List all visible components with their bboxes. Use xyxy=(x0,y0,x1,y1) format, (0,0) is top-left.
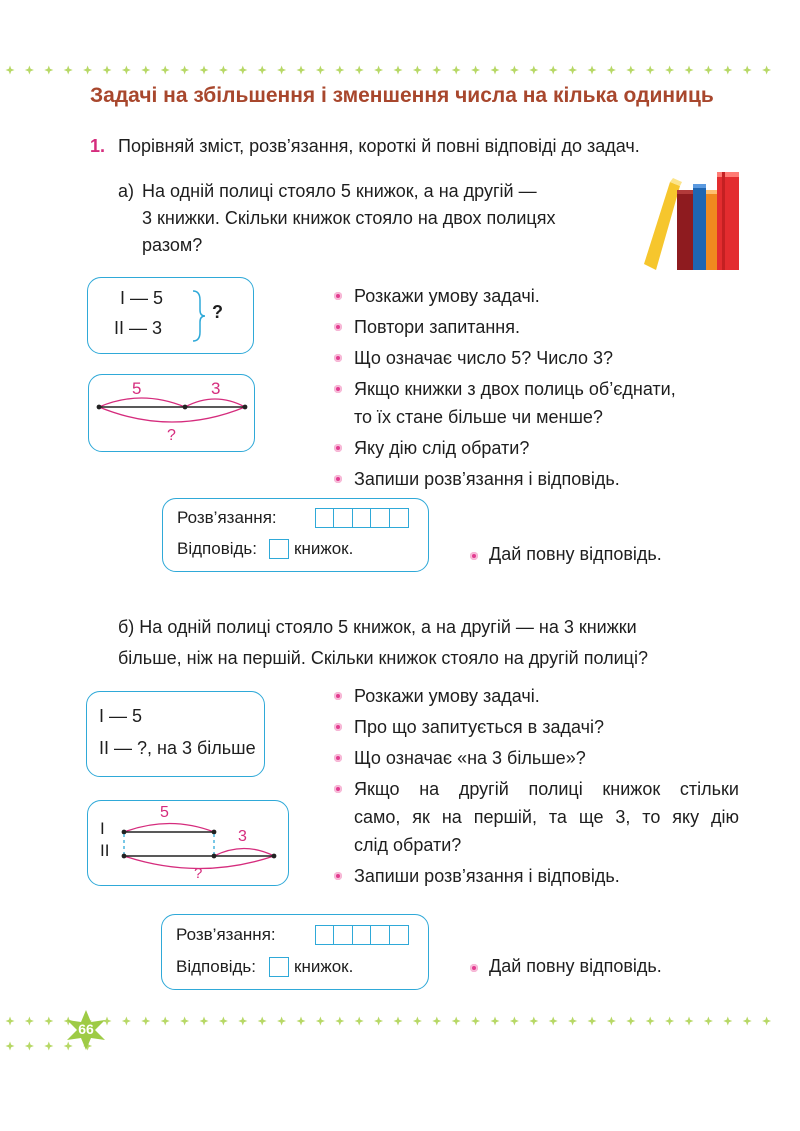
part-a-line-3: разом? xyxy=(142,235,203,255)
part-b-answer-cell[interactable] xyxy=(269,957,289,977)
star-icon xyxy=(704,66,713,75)
part-b-bullet-1: Розкажи умову задачі. xyxy=(333,682,739,710)
part-b-bullet-4-cont-1: само, як на першій, та ще 3, то яку дію xyxy=(354,807,739,827)
star-icon xyxy=(219,66,228,75)
part-a-full-answer-text: Дай повну відповідь. xyxy=(470,544,662,565)
part-b-condition-box xyxy=(86,691,265,777)
star-icon xyxy=(568,66,577,75)
star-icon xyxy=(316,1017,325,1026)
star-icon xyxy=(743,66,752,75)
star-icon xyxy=(122,1017,131,1026)
part-a-solution-label: Розв’язання: xyxy=(177,508,277,527)
part-b-problem xyxy=(118,614,738,672)
page-title: Задачі на збільшення і зменшення числа на кілька одиниць xyxy=(90,84,714,107)
star-icon xyxy=(394,66,403,75)
part-a-answer-unit: книжок. xyxy=(294,539,354,558)
star-icon xyxy=(452,66,461,75)
star-icon xyxy=(25,1042,34,1051)
part-b-arc-5 xyxy=(124,824,214,833)
page-number-badge xyxy=(66,1010,106,1050)
star-icon xyxy=(588,1017,597,1026)
part-a-answer-label: Відповідь: xyxy=(177,539,258,558)
part-b-solution-label: Розв’язання: xyxy=(176,925,276,944)
part-a-condition-box xyxy=(87,277,254,354)
part-a-bullet-1: Розкажи умову задачі. xyxy=(333,282,739,310)
part-b-segment-diagram xyxy=(88,801,288,885)
star-icon xyxy=(25,1017,34,1026)
part-b-solution-cells[interactable] xyxy=(316,925,409,945)
star-icon xyxy=(141,1017,150,1026)
star-icon xyxy=(141,66,150,75)
page-number: 66 xyxy=(78,1021,94,1037)
star-icon xyxy=(83,66,92,75)
star-icon xyxy=(723,66,732,75)
part-a-label-3: 3 xyxy=(211,379,221,398)
part-b-line-1: б) На одній полиці стояло 5 книжок, а на другій — на 3 книжки xyxy=(118,617,637,637)
star-icon xyxy=(6,1017,15,1026)
star-icon xyxy=(723,1017,732,1026)
part-b-arc-3 xyxy=(214,849,274,857)
part-b-solution-box xyxy=(161,914,429,990)
star-icon xyxy=(316,66,325,75)
star-icon xyxy=(122,66,131,75)
star-icon xyxy=(161,66,170,75)
star-icon xyxy=(44,1017,53,1026)
part-b-line-2: більше, ніж на першій. Скільки книжок стояло на другій полиці? xyxy=(118,648,648,668)
part-a-bullet-4-cont: то їх стане більше чи менше? xyxy=(354,407,603,427)
star-icon xyxy=(646,1017,655,1026)
star-icon xyxy=(200,1017,209,1026)
star-icon xyxy=(704,1017,713,1026)
part-b-bullet-4: Якщо на другій полиці книжок стільки xyxy=(333,775,739,803)
brace-icon xyxy=(192,290,206,342)
part-a-bullet-2: Повтори запитання. xyxy=(333,313,739,341)
star-icon xyxy=(277,66,286,75)
part-a-bullet-4: Якщо книжки з двох полиць об’єднати, xyxy=(333,375,739,403)
star-icon xyxy=(626,66,635,75)
part-b-diag-row-2: II xyxy=(100,841,110,860)
part-a-label-total: ? xyxy=(167,427,176,444)
part-a-cond-row-1: I — 5 xyxy=(120,288,164,308)
part-a-line-2: 3 книжки. Скільки книжок стояло на двох полицях xyxy=(142,208,556,228)
part-b-bullet-3: Що означає «на 3 більше»? xyxy=(333,744,739,772)
star-icon xyxy=(180,66,189,75)
star-icon xyxy=(762,1017,771,1026)
part-b-cond-row-1: I — 5 xyxy=(99,706,143,726)
star-icon xyxy=(510,66,519,75)
star-icon xyxy=(665,66,674,75)
star-icon xyxy=(432,66,441,75)
star-border-top xyxy=(0,62,800,78)
star-icon xyxy=(277,1017,286,1026)
star-icon xyxy=(44,1042,53,1051)
part-a-label: а) xyxy=(118,181,135,201)
star-icon xyxy=(685,1017,694,1026)
star-icon xyxy=(529,1017,538,1026)
star-icon xyxy=(471,1017,480,1026)
part-b-diag-row-1: I xyxy=(100,819,105,838)
part-b-answer-label: Відповідь: xyxy=(176,957,257,976)
star-icon xyxy=(238,1017,247,1026)
part-a-bullet-3: Що означає число 5? Число 3? xyxy=(333,344,739,372)
part-b-label-total: ? xyxy=(194,865,203,882)
star-icon xyxy=(219,1017,228,1026)
star-icon xyxy=(335,66,344,75)
part-a-solution-cells[interactable] xyxy=(316,508,409,528)
part-a-solution-box xyxy=(162,498,429,572)
star-icon xyxy=(180,1017,189,1026)
part-a-problem xyxy=(142,178,628,259)
part-a-answer-cell[interactable] xyxy=(269,539,289,559)
star-icon xyxy=(161,1017,170,1026)
star-icon xyxy=(44,66,53,75)
star-icon xyxy=(491,1017,500,1026)
part-a-bullets xyxy=(333,282,739,493)
star-icon xyxy=(510,1017,519,1026)
star-icon xyxy=(25,66,34,75)
star-icon xyxy=(6,66,15,75)
star-icon xyxy=(200,66,209,75)
star-icon xyxy=(549,66,558,75)
star-icon xyxy=(355,1017,364,1026)
star-icon xyxy=(335,1017,344,1026)
star-icon xyxy=(607,1017,616,1026)
part-a-arc-5 xyxy=(99,398,185,407)
part-a-cond-row-2: II — 3 xyxy=(114,318,163,338)
part-a-diagram-box xyxy=(88,374,255,452)
star-icon xyxy=(646,66,655,75)
star-icon xyxy=(762,66,771,75)
star-icon xyxy=(297,66,306,75)
star-border-bottom xyxy=(0,1013,800,1029)
part-b-bullet-4-cont-2: слід обрати? xyxy=(354,835,462,855)
star-icon xyxy=(529,66,538,75)
task-text: Порівняй зміст, розв’язання, короткі й повні відповіді до задач. xyxy=(118,136,640,156)
part-b-bullet-2: Про що запитується в задачі? xyxy=(333,713,739,741)
part-b-bullets xyxy=(333,682,739,890)
star-icon xyxy=(452,1017,461,1026)
star-icon xyxy=(549,1017,558,1026)
part-b-diagram-box xyxy=(87,800,289,886)
star-icon xyxy=(258,66,267,75)
part-a-cond-question: ? xyxy=(212,302,223,322)
star-icon xyxy=(588,66,597,75)
star-icon xyxy=(238,66,247,75)
star-icon xyxy=(297,1017,306,1026)
star-icon xyxy=(491,66,500,75)
star-icon xyxy=(607,66,616,75)
part-a-bullet-6: Запиши розв’язання і відповідь. xyxy=(333,465,739,493)
star-icon xyxy=(743,1017,752,1026)
star-icon xyxy=(64,66,73,75)
star-icon xyxy=(6,1042,15,1051)
books-illustration xyxy=(640,168,740,272)
star-icon xyxy=(394,1017,403,1026)
part-b-cond-row-2: II — ?, на 3 більше xyxy=(99,738,256,758)
task-number: 1. xyxy=(90,136,106,156)
part-b-bullet-5: Запиши розв’язання і відповідь. xyxy=(333,862,739,890)
star-icon xyxy=(626,1017,635,1026)
star-icon xyxy=(685,66,694,75)
star-icon xyxy=(355,66,364,75)
star-icon xyxy=(258,1017,267,1026)
part-a-full-answer xyxy=(470,544,662,565)
star-icon xyxy=(665,1017,674,1026)
star-icon xyxy=(374,1017,383,1026)
star-icon xyxy=(413,1017,422,1026)
star-icon xyxy=(471,66,480,75)
part-a-arc-3 xyxy=(185,399,245,407)
part-a-bullet-5: Яку дію слід обрати? xyxy=(333,434,739,462)
part-b-label-5: 5 xyxy=(160,804,169,821)
part-b-full-answer-text: Дай повну відповідь. xyxy=(470,956,662,977)
star-icon xyxy=(413,66,422,75)
part-b-full-answer xyxy=(470,956,662,977)
part-a-line-1: На одній полиці стояло 5 книжок, а на другій — xyxy=(142,181,537,201)
part-a-label-5: 5 xyxy=(132,379,142,398)
part-b-label-3: 3 xyxy=(238,828,247,845)
star-icon xyxy=(432,1017,441,1026)
star-icon xyxy=(374,66,383,75)
part-b-answer-unit: книжок. xyxy=(294,957,354,976)
star-icon xyxy=(103,66,112,75)
star-icon xyxy=(568,1017,577,1026)
part-a-arc-total xyxy=(99,407,245,422)
